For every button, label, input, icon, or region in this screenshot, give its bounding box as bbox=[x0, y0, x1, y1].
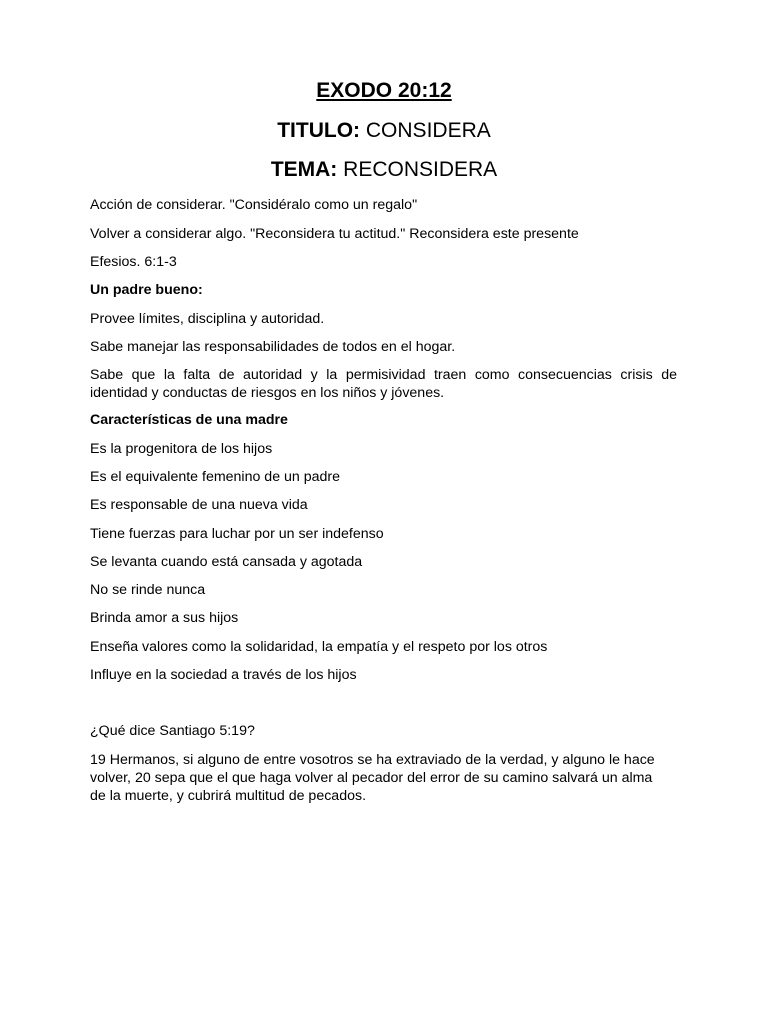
section-heading-padre: Un padre bueno: bbox=[90, 282, 203, 298]
question-santiago: ¿Qué dice Santiago 5:19? bbox=[90, 723, 255, 739]
tema-heading bbox=[0, 156, 768, 184]
scripture-quote-santiago: 19 Hermanos, si alguno de entre vosotros se ha extraviado de la verdad, y alguno le hace volver, 20 sepa que el que haga volver al pecador del error de su camino salvará un alma de la muerte, y cubrirá multitud de pecados. bbox=[90, 752, 655, 804]
tema-value: RECONSIDERA bbox=[343, 158, 498, 181]
scripture-efesios: Efesios. 6:1-3 bbox=[90, 254, 177, 270]
list-item: Brinda amor a sus hijos bbox=[90, 610, 239, 626]
list-item: No se rinde nunca bbox=[90, 582, 206, 598]
definition-reconsiderar: Volver a considerar algo. "Reconsidera tu actitud." Reconsidera este presente bbox=[90, 226, 579, 242]
list-item-paragraph: Sabe que la falta de autoridad y la permisividad traen como consecuencias crisis de identidad y conductas de riesgos en los niños y jóvenes. bbox=[90, 367, 677, 401]
titulo-value: CONSIDERA bbox=[365, 119, 491, 142]
list-item: Es responsable de una nueva vida bbox=[90, 497, 308, 513]
titulo-label: TITULO: bbox=[277, 119, 361, 142]
list-item: Es la progenitora de los hijos bbox=[90, 441, 273, 457]
list-item: Sabe manejar las responsabilidades de todos en el hogar. bbox=[90, 339, 456, 355]
list-item: Enseña valores como la solidaridad, la empatía y el respeto por los otros bbox=[90, 639, 548, 655]
list-item: Influye en la sociedad a través de los hijos bbox=[90, 667, 357, 683]
tema-label: TEMA: bbox=[270, 158, 338, 181]
list-item: Provee límites, disciplina y autoridad. bbox=[90, 311, 325, 327]
list-item: Tiene fuerzas para luchar por un ser indefenso bbox=[90, 526, 384, 542]
titulo-heading bbox=[0, 117, 768, 145]
list-item: Se levanta cuando está cansada y agotada bbox=[90, 554, 363, 570]
definition-considerar: Acción de considerar. "Considéralo como un regalo" bbox=[90, 197, 418, 213]
list-item: Es el equivalente femenino de un padre bbox=[90, 469, 341, 485]
section-heading-madre: Características de una madre bbox=[90, 412, 288, 428]
scripture-reference-heading: EXODO 20:12 bbox=[316, 79, 452, 102]
